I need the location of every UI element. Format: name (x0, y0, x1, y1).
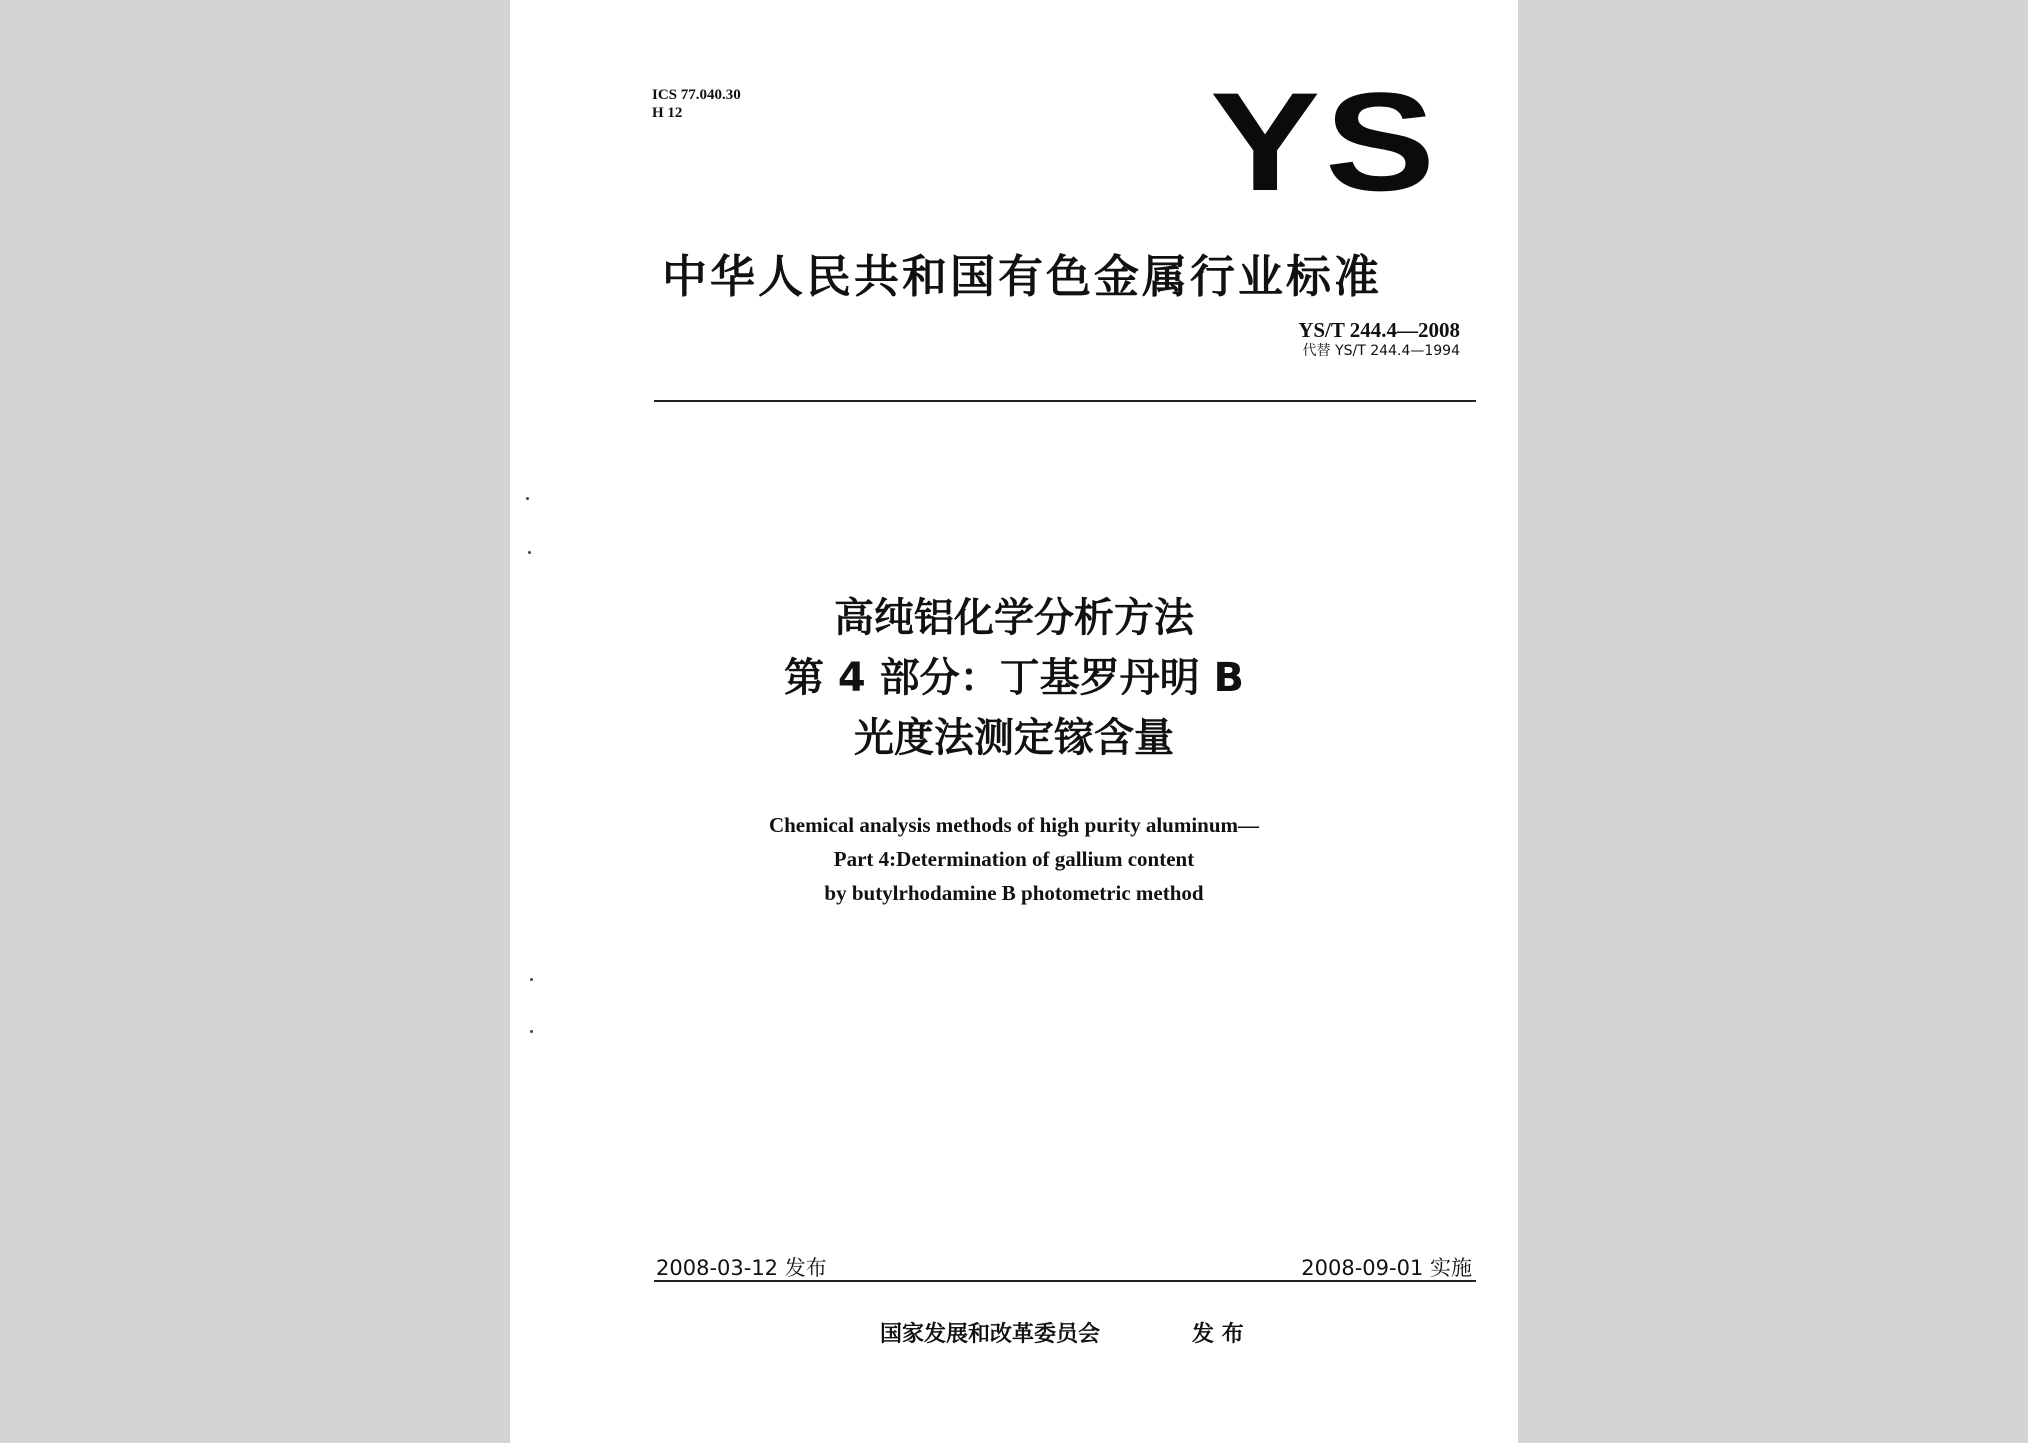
ys-logo: YS (1210, 63, 1440, 220)
industry-standard-title: 中华人民共和国有色金属行业标准 (662, 250, 1383, 303)
english-title (510, 808, 1518, 910)
header-divider (654, 400, 1476, 402)
standard-number: YS/T 244.4—2008 (1298, 318, 1460, 342)
english-title-line-3: by butylrhodamine B photometric method (824, 881, 1204, 905)
scan-speck (530, 1030, 533, 1033)
publisher-name: 国家发展和改革委员会 (880, 1322, 1101, 1347)
english-title-line-2: Part 4:Determination of gallium content (833, 847, 1195, 871)
implementation-date: 2008-09-01 实施 (1301, 1256, 1472, 1280)
ics-code: ICS 77.040.30 (652, 87, 741, 103)
scan-speck (526, 497, 529, 500)
chinese-title-line-1: 高纯铝化学分析方法 (834, 595, 1194, 641)
chinese-title-line-2: 第 4 部分：丁基罗丹明 B (783, 655, 1245, 701)
issue-date: 2008-03-12 发布 (656, 1256, 827, 1280)
scan-speck (530, 978, 533, 981)
chinese-title-line-3: 光度法测定镓含量 (854, 715, 1174, 761)
standard-number-block (1298, 318, 1460, 360)
document-page (510, 0, 1518, 1443)
footer-divider (654, 1280, 1476, 1282)
publish-label: 发 布 (1192, 1322, 1244, 1347)
classification-code: H 12 (652, 105, 683, 121)
english-title-line-1: Chemical analysis methods of high purity aluminum— (768, 813, 1260, 837)
classification-codes (652, 86, 741, 122)
chinese-title (510, 588, 1518, 768)
replaces-standard: 代替 YS/T 244.4—1994 (1302, 343, 1460, 359)
scan-speck (528, 551, 531, 554)
